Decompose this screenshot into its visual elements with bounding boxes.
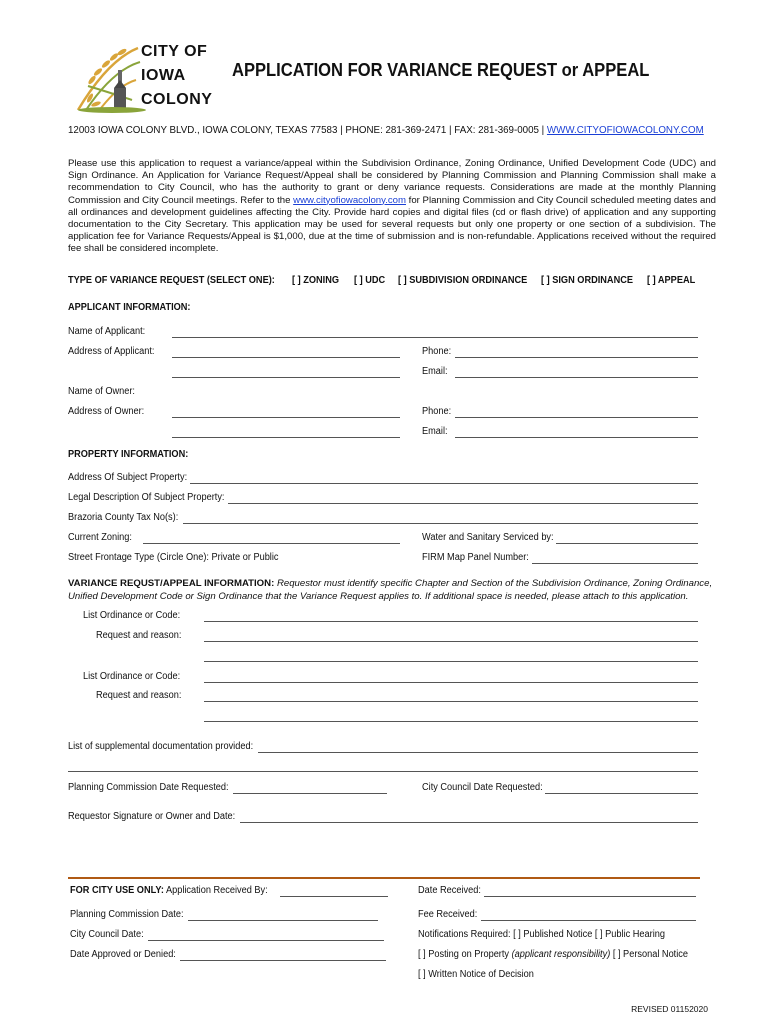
supplemental-field-1[interactable] xyxy=(258,752,698,753)
date-received-label: Date Received: xyxy=(418,885,481,896)
posting-option[interactable] xyxy=(418,949,688,960)
received-by-label: Application Received By: xyxy=(163,885,268,896)
address-owner-field-2[interactable] xyxy=(172,437,400,438)
request-reason-field-1b[interactable] xyxy=(204,661,698,662)
date-received-field[interactable] xyxy=(484,896,696,897)
firm-panel-field[interactable] xyxy=(532,563,698,564)
applicant-phone-field[interactable] xyxy=(455,357,698,358)
logo-line-1: CITY OF xyxy=(141,43,208,60)
cc-date-requested-label: City Council Date Requested: xyxy=(422,782,543,793)
option-sign[interactable]: [ ] SIGN ORDINANCE xyxy=(541,275,633,286)
type-label: TYPE OF VARIANCE REQUEST (SELECT ONE): xyxy=(68,275,275,286)
city-use-received-by xyxy=(70,885,268,896)
cc-date-label: City Council Date: xyxy=(70,929,144,940)
fee-received-field[interactable] xyxy=(481,920,696,921)
list-code-label-1: List Ordinance or Code: xyxy=(83,610,181,621)
variance-info xyxy=(68,577,716,603)
date-approved-field[interactable] xyxy=(180,960,386,961)
option-appeal[interactable]: [ ] APPEAL xyxy=(647,275,696,286)
address-applicant-field-2[interactable] xyxy=(172,377,400,378)
contact-address: 12003 IOWA COLONY BLVD., IOWA COLONY, TEXAS 77583 | PHONE: 281-369-2471 | FAX: 281-369-0005 | xyxy=(68,124,547,136)
website-link[interactable]: WWW.CITYOFIOWACOLONY.COM xyxy=(546,124,704,136)
water-sanitary-field[interactable] xyxy=(556,543,698,544)
address-owner-label: Address of Owner: xyxy=(68,406,145,417)
intro-part-1: Please use this application to request a variance/appeal within the Subdivision Ordinance, Zoning Ordinance, Unified Development Code (UDC) and Sign Ordinance. An Application for Variance Request/Appeal shall be considered by Planning Commission and Planning Commission shall make a recommendation to City Council, who has the authority to grant or deny variance requests. Considerations are made at the monthly Planning Commission and City Council meetings. Refer to the xyxy=(68,158,716,206)
city-use-heading: FOR CITY USE ONLY: xyxy=(70,885,164,896)
date-approved-label: Date Approved or Denied: xyxy=(70,949,176,960)
logo-line-3: COLONY xyxy=(141,91,213,108)
name-applicant-field[interactable] xyxy=(172,337,698,338)
contact-line xyxy=(68,124,704,136)
list-code-field-2[interactable] xyxy=(204,682,698,683)
option-udc[interactable]: [ ] UDC xyxy=(354,275,386,286)
notifications-label[interactable]: Notifications Required: [ ] Published Notice [ ] Public Hearing xyxy=(418,929,665,940)
address-applicant-label: Address of Applicant: xyxy=(68,346,155,357)
pc-date-requested-label: Planning Commission Date Requested: xyxy=(68,782,229,793)
applicant-phone-label: Phone: xyxy=(422,346,452,357)
pc-date-field[interactable] xyxy=(188,920,378,921)
address-applicant-field-1[interactable] xyxy=(172,357,400,358)
name-applicant-label: Name of Applicant: xyxy=(68,326,146,337)
tax-number-label: Brazoria County Tax No(s): xyxy=(68,512,179,523)
cc-date-requested-field[interactable] xyxy=(545,793,698,794)
owner-phone-label: Phone: xyxy=(422,406,452,417)
applicant-heading: APPLICANT INFORMATION: xyxy=(68,302,191,313)
signature-field[interactable] xyxy=(240,822,698,823)
option-zoning[interactable]: [ ] ZONING xyxy=(292,275,340,286)
posting-label: [ ] Posting on Property xyxy=(418,949,512,960)
request-reason-field-2a[interactable] xyxy=(204,701,698,702)
signature-label: Requestor Signature or Owner and Date: xyxy=(68,811,236,822)
firm-panel-label: FIRM Map Panel Number: xyxy=(422,552,529,563)
name-owner-field[interactable] xyxy=(172,397,698,398)
owner-email-label: Email: xyxy=(422,426,448,437)
legal-description-label: Legal Description Of Subject Property: xyxy=(68,492,225,503)
option-subdivision[interactable]: [ ] SUBDIVISION ORDINANCE xyxy=(398,275,528,286)
street-frontage-label[interactable]: Street Frontage Type (Circle One): Private or Public xyxy=(68,552,279,563)
personal-notice-label: [ ] Personal Notice xyxy=(610,949,689,960)
current-zoning-field[interactable] xyxy=(143,543,400,544)
applicant-email-field[interactable] xyxy=(455,377,698,378)
intro-part-2: for Planning Commission and City Council scheduled meeting dates and all ordinances and development guidelines affecting the City. Provide hard copies and digital files (cd or flash drive) of application and any supporting documentation to the City Secretary. This application may be used for several requests but only one property or one section of a subdivision. The application fee for Variance Requests/Appeal is $1,000, due at the time of submission and is non-refundable. Applications received without the required fee shall be considered incomplete. xyxy=(68,194,716,255)
revised-date: REVISED 01152020 xyxy=(631,1004,708,1014)
logo-line-2: IOWA xyxy=(141,67,186,84)
pc-date-label: Planning Commission Date: xyxy=(70,909,184,920)
variance-note: Requestor must identify specific Chapter and Section of the Subdivision Ordinance, Zoning Ordinance, Unified Development Code or Sign Ordinance that the Variance Request applies to. If additional space is needed, please attach to this application. xyxy=(68,578,713,602)
request-reason-field-2b[interactable] xyxy=(204,721,698,722)
cc-date-field[interactable] xyxy=(148,940,384,941)
current-zoning-label: Current Zoning: xyxy=(68,532,132,543)
legal-description-field[interactable] xyxy=(228,503,698,504)
intro-paragraph xyxy=(68,158,716,256)
received-by-field[interactable] xyxy=(280,896,388,897)
supplemental-label: List of supplemental documentation provided: xyxy=(68,741,254,752)
owner-email-field[interactable] xyxy=(455,437,698,438)
supplemental-field-2[interactable] xyxy=(68,771,698,772)
pc-date-requested-field[interactable] xyxy=(233,793,387,794)
property-heading: PROPERTY INFORMATION: xyxy=(68,449,189,460)
request-reason-label-1: Request and reason: xyxy=(96,630,182,641)
fee-received-label: Fee Received: xyxy=(418,909,478,920)
variance-heading: VARIANCE REQUST/APPEAL INFORMATION: xyxy=(68,578,275,589)
list-code-label-2: List Ordinance or Code: xyxy=(83,671,181,682)
owner-phone-field[interactable] xyxy=(455,417,698,418)
written-notice-option[interactable]: [ ] Written Notice of Decision xyxy=(418,969,534,980)
property-address-field[interactable] xyxy=(190,483,698,484)
water-sanitary-label: Water and Sanitary Serviced by: xyxy=(422,532,554,543)
request-reason-label-2: Request and reason: xyxy=(96,690,182,701)
city-use-divider xyxy=(68,877,700,879)
address-owner-field-1[interactable] xyxy=(172,417,400,418)
intro-website-link[interactable]: www.cityofiowacolony.com xyxy=(293,194,406,206)
name-owner-label: Name of Owner: xyxy=(68,386,135,397)
applicant-email-label: Email: xyxy=(422,366,448,377)
tax-number-field[interactable] xyxy=(183,523,698,524)
list-code-field-1[interactable] xyxy=(204,621,698,622)
request-reason-field-1a[interactable] xyxy=(204,641,698,642)
posting-note: (applicant responsibility) xyxy=(511,949,611,960)
property-address-label: Address Of Subject Property: xyxy=(68,472,188,483)
form-title: APPLICATION FOR VARIANCE REQUEST or APPEAL xyxy=(232,60,650,80)
